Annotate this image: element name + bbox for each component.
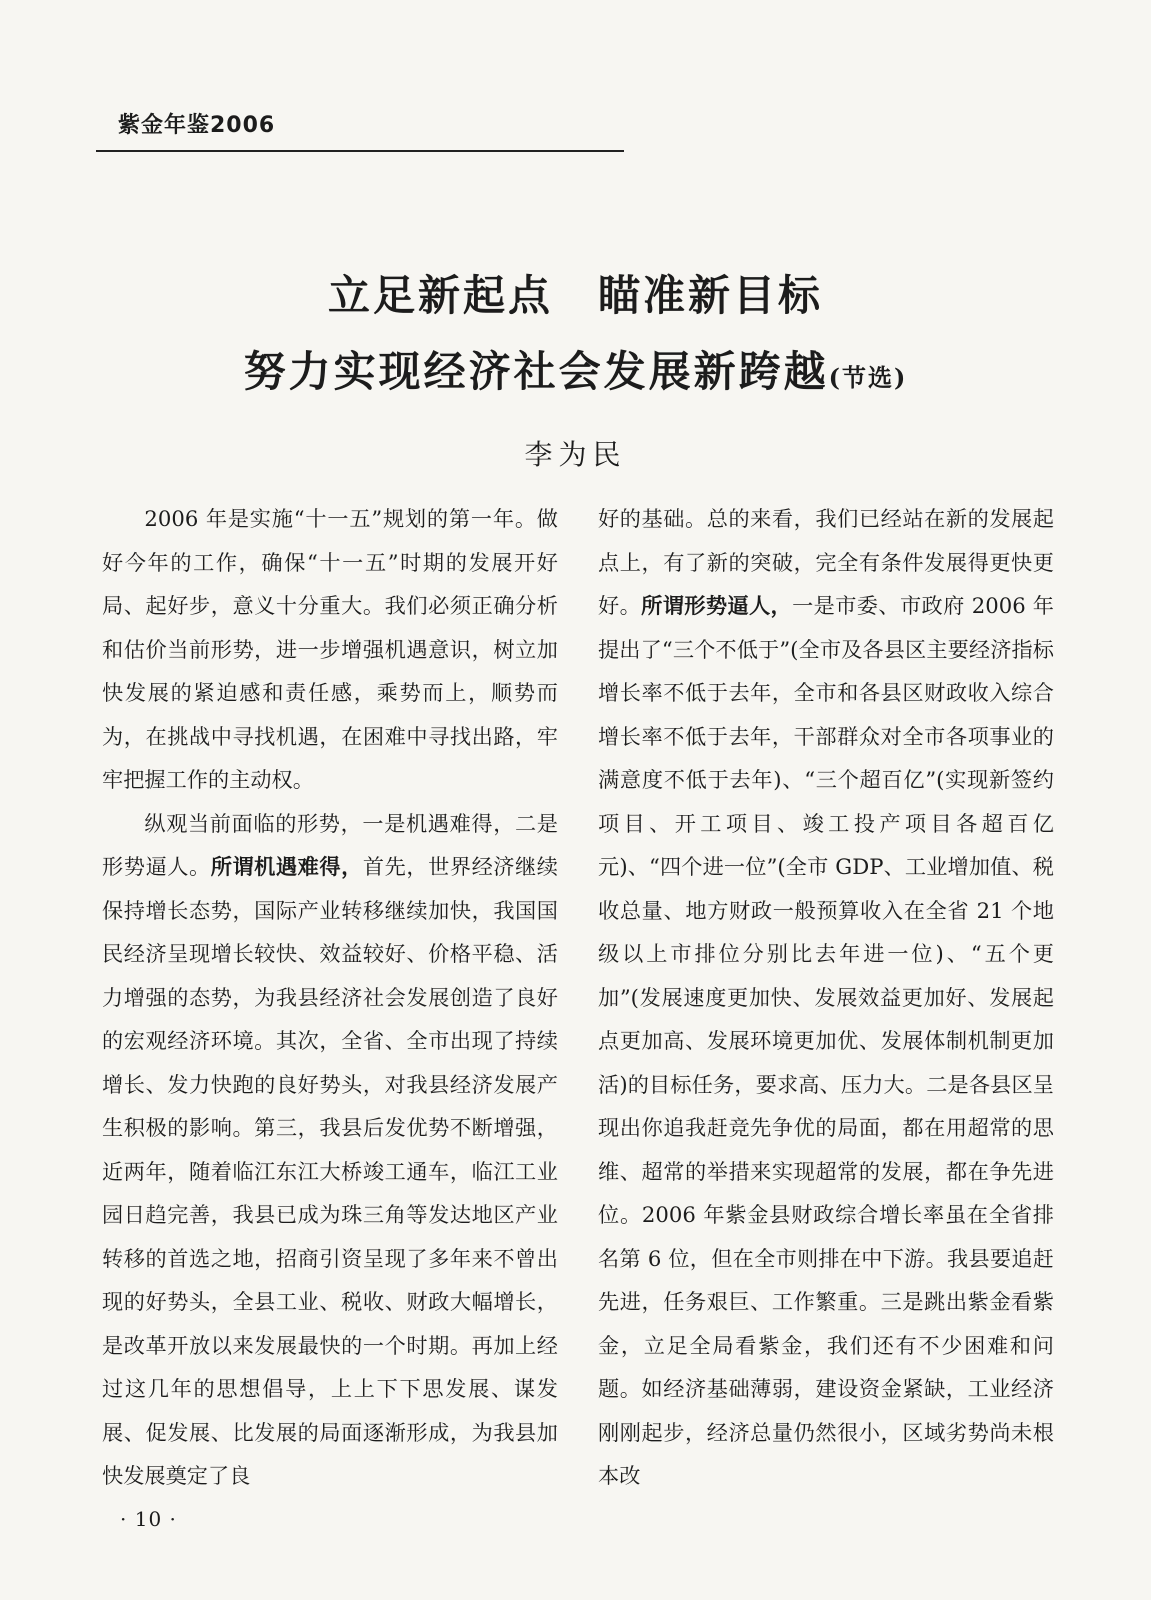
title-line-2 [0,334,1151,416]
paragraph-2-rest2: 一是市委、市政府 2006 年提出了“三个不低于”(全市及各县区主要经济指标增长率不低于去年，全市和各县区财政收入综合增长率不低于去年，干部群众对全市各项事业的满意度不低于去年)、“三个超百亿”(实现新签约项目、开工项目、竣工投产项目各超百亿元)、“四个进一位”(全市 GDP、工业增加值、税收总量、地方财政一般预算收入在全省 21 个地级以上市排位分别比去年进一位)、“五个更加”(发展速度更加快、发展效益更加好、发展起点更加高、发展环境更加优、发展体制机制更加活)的目标任务，要求高、压力大。二是各县区呈现出你追我赶竞先争优的局面，都在用超常的思维、超常的举措来实现超常的发展，都在争先进位。2006 年紫金县财政综合增长率虽在全省排名第 6 位，但在全市则排在中下游。我县要追赶先进，任务艰巨、工作繁重。三是跳出紫金看紫金，立足全局看紫金，我们还有不少困难和问题。如经济基础薄弱，建设资金紧缺，工业经济刚刚起步，经济总量仍然很小，区域劣势尚未根本改 [598,593,1054,1488]
title-line-1: 立足新起点 瞄准新目标 [327,271,823,320]
bold-phrase-opportunity: 所谓机遇难得， [210,854,363,879]
title-line-2-text: 努力实现经济社会发展新跨越 [243,347,829,396]
page-number: · 10 · [120,1507,177,1531]
left-column [102,497,558,1498]
bold-phrase-pressure: 所谓形势逼人， [641,593,793,618]
article-title [0,258,1151,416]
right-column [598,497,1054,1498]
paragraph-1: 2006 年是实施“十一五”规划的第一年。做好今年的工作，确保“十一五”时期的发展开好局、起好步，意义十分重大。我们必须正确分析和估价当前形势，进一步增强机遇意识，树立加快发展的紧迫感和责任感，乘势而上，顺势而为，在挑战中寻找机遇，在困难中寻找出路，牢牢把握工作的主动权。 [102,506,558,792]
paragraph-2-start: 纵观当前面临的形势，一是机遇难得，二是形势逼人。 [102,810,558,879]
paragraph-2-rest: 首先，世界经济继续保持增长态势，国际产业转移继续加快，我国国民经济呈现增长较快、效益较好、价格平稳、活力增强的态势，为我县经济社会发展创造了良好的宏观经济环境。其次，全省、全市出现了持续增长、发力快跑的良好势头，对我县经济发展产生积极的影响。第三，我县后发优势不断增强，近两年，随着临江东江大桥竣工通车，临江工业园日趋完善，我县已成为珠三角等发达地区产业转移的首选之地，招商引资呈现了多年来不曾出现的好势头，全县工业、税收、财政大幅增长，是改革开放以来发展最快的一个时期。再加上经过这几年的思想倡导，上上下下思发展、谋发展、促发展、比发展的局面逐渐形成，为我县加快发展奠定了良 [102,854,558,1488]
paragraph-2-cont: 好的基础。总的来看，我们已经站在新的发展起点上，有了新的突破，完全有条件发展得更快更好。 [598,506,1054,618]
paragraph-2-continued [598,497,1054,1498]
header-rule [96,150,624,152]
running-header: 紫金年鉴2006 [118,113,276,138]
paragraph-2 [102,802,558,1498]
title-suffix: (节选) [828,363,908,392]
author-name: 李为民 [524,438,627,471]
